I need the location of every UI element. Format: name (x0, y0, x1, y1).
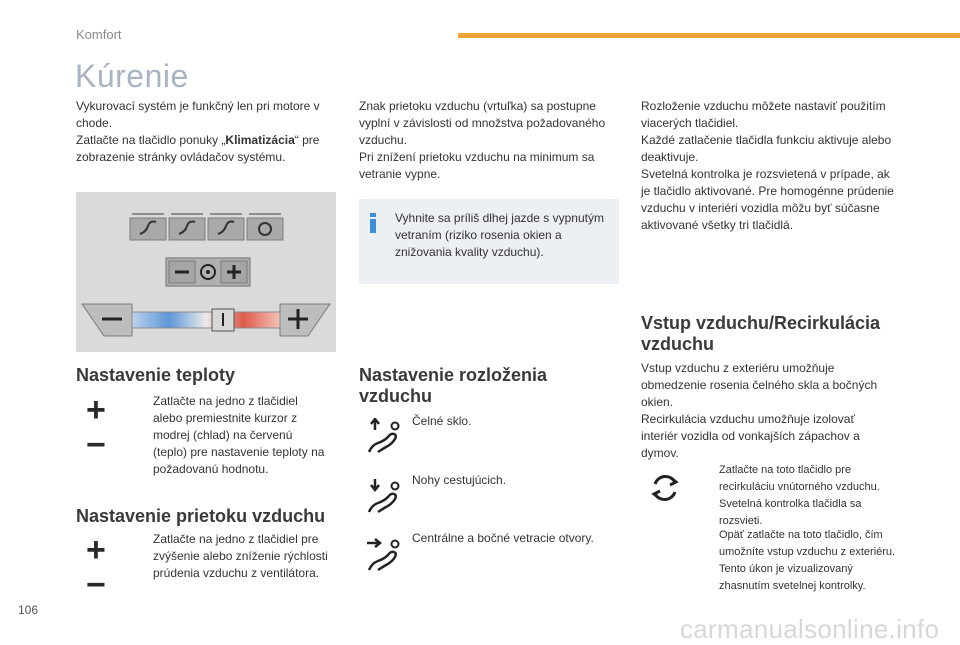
climate-control-panel-image (76, 192, 336, 352)
airflow-description: Znak prietoku vzduchu (vrtuľka) sa postupne vyplní v závislosti od množstva požadovaného vzduchu. Pri znížení prietoku vzduchu na minimum sa vetranie vypne. (359, 99, 606, 181)
temperature-bullet: Zatlačte na jedno z tlačidiel alebo premiestnite kurzor z modrej (chlad) na červenú (teplo) pre nastavenie teploty na požadovanú hodnotu. (153, 394, 325, 476)
header-accent-bar (458, 33, 960, 38)
intake-bullet-recirculation: Zatlačte na toto tlačidlo pre recirkuláciu vnútorného vzduchu. Svetelná kontrolka tlačidla sa rozsvieti. (719, 464, 880, 527)
distribution-vents-label: Centrálne a bočné vetracie otvory. (412, 531, 594, 545)
distribution-windscreen-label: Čelné sklo. (412, 414, 472, 428)
airflow-bullet: Zatlačte na jedno z tlačidiel pre zvýšenie alebo zníženie rýchlosti prúdenia vzduchu z ventilátora. (153, 532, 328, 580)
footwell-airflow-icon (365, 478, 403, 514)
intake-bullet-exterior: Opäť zatlačte na toto tlačidlo, čím umožníte vstup vzduchu z exteriéru. Tento úkon je vizualizovaný zhasnutím svetelnej kontrolky. (719, 529, 896, 592)
windscreen-airflow-icon (365, 418, 403, 454)
intro-text: Vykurovací systém je funkčný len pri motore v chode. Zatlačte na tlačidlo ponuky „Klimatizácia“ pre zobrazenie stránky ovládačov systému. (76, 99, 320, 164)
plus-icon: + (86, 531, 106, 569)
section-label: Komfort (76, 27, 122, 42)
recirculation-icon (649, 472, 681, 504)
intake-heading: Vstup vzduchu/Recirkulácia vzduchu (641, 313, 881, 354)
watermark: carmanualsonline.info (680, 614, 940, 644)
distribution-footwell-label: Nohy cestujúcich. (412, 473, 507, 487)
distribution-description: Rozloženie vzduchu môžete nastaviť použitím viacerých tlačidiel. Každé zatlačenie tlačidla funkciu aktivuje alebo deaktivuje. Svetelná kontrolka je rozsvietená v prípade, ak je tlačidlo aktivované. Pre homogénne prúdenie vzduchu v interiéri vozidla môžu byť súčasne aktivované všetky tri tlačidlá. (641, 99, 894, 232)
temperature-heading: Nastavenie teploty (76, 365, 236, 385)
distribution-heading: Nastavenie rozloženia vzduchu (359, 365, 548, 406)
info-icon (369, 213, 377, 233)
airflow-heading: Nastavenie prietoku vzduchu (76, 506, 326, 526)
plus-icon: + (86, 391, 106, 429)
intake-description: Vstup vzduchu z exteriéru umožňuje obmedzenie rosenia čelného skla a bočných okien. Recirkulácia vzduchu umožňuje izolovať interiér vozidla od vonkajších zápachov a dymov. (641, 361, 878, 460)
minus-icon: − (86, 566, 106, 604)
info-note: Vyhnite sa príliš dlhej jazde s vypnutým vetraním (riziko rosenia okien a znižovania kvality vzduchu). (359, 199, 619, 284)
page-number: 106 (18, 603, 39, 617)
minus-icon: − (86, 426, 106, 464)
page-title: Kúrenie (75, 58, 189, 94)
vents-airflow-icon (365, 536, 403, 572)
